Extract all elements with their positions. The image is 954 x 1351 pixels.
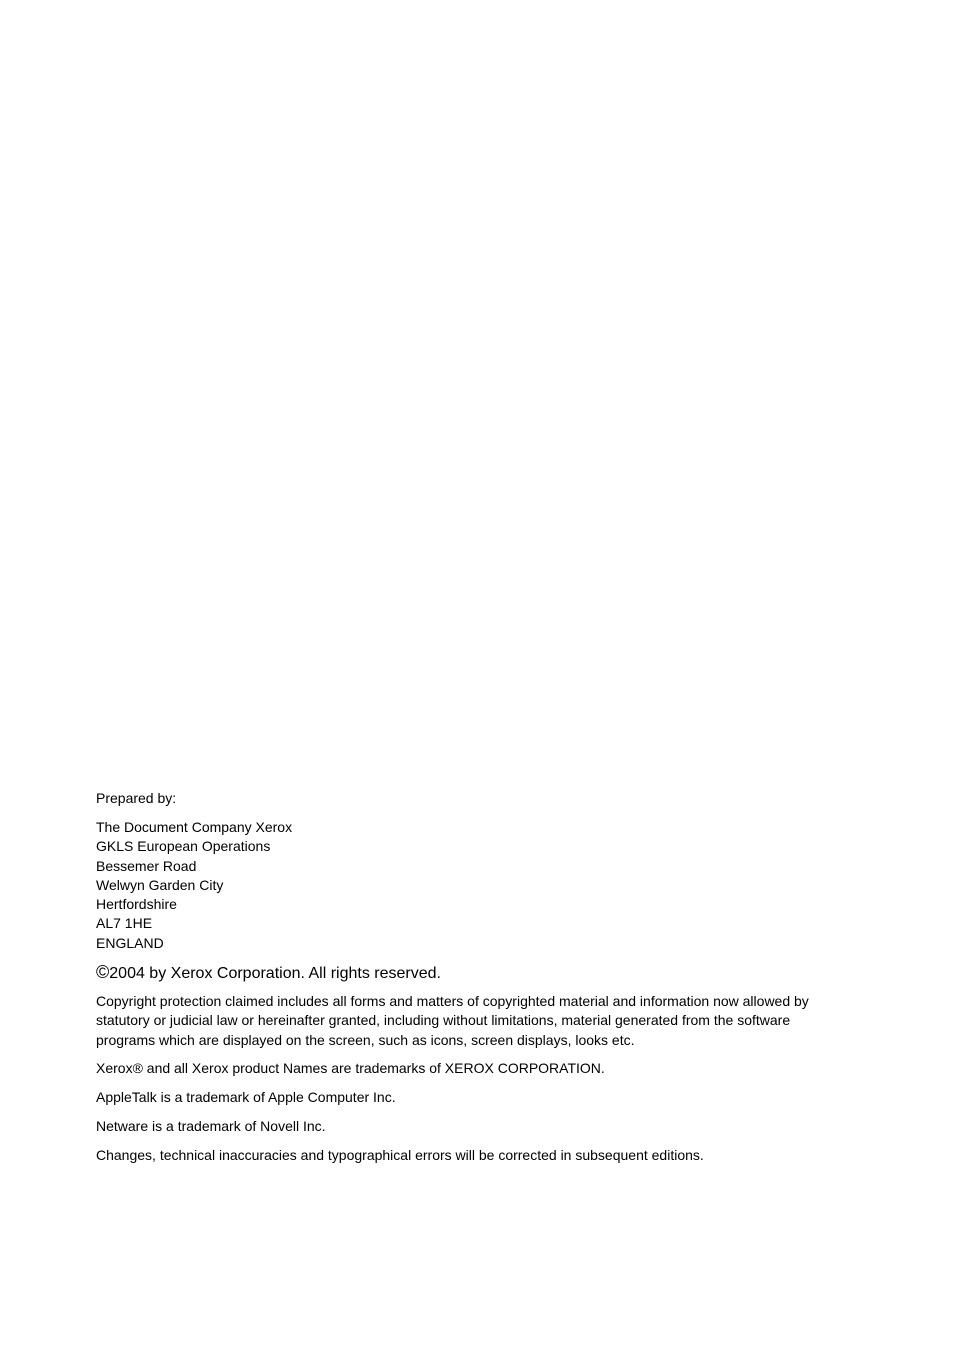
address-line-country: ENGLAND xyxy=(96,934,164,951)
netware-trademark-paragraph: Netware is a trademark of Novell Inc. xyxy=(96,1118,326,1134)
address-line-postcode: AL7 1HE xyxy=(96,915,153,932)
copyright-symbol: © xyxy=(96,962,110,982)
address-block xyxy=(96,818,836,953)
copyright-text: 2004 by Xerox Corporation. All rights reserved. xyxy=(109,965,441,982)
address-line-street: Bessemer Road xyxy=(96,857,197,874)
appletalk-trademark-paragraph: AppleTalk is a trademark of Apple Computer Inc. xyxy=(96,1089,396,1105)
copyright-protection-paragraph: Copyright protection claimed includes all forms and matters of copyrighted material and information now allowed by statutory or judicial law or hereinafter granted, including without limitations, material generated from the software programs which are displayed on the screen, such as icons, screen displays, looks etc. xyxy=(96,993,809,1048)
prepared-by-label: Prepared by: xyxy=(96,790,177,806)
changes-notice-paragraph: Changes, technical inaccuracies and typographical errors will be corrected in subsequent editions. xyxy=(96,1147,704,1163)
xerox-trademark-paragraph: Xerox® and all Xerox product Names are trademarks of XEROX CORPORATION. xyxy=(96,1060,605,1076)
address-line-department: GKLS European Operations xyxy=(96,838,271,855)
copyright-line xyxy=(96,962,836,984)
address-line-county: Hertfordshire xyxy=(96,896,177,913)
address-line-company: The Document Company Xerox xyxy=(96,819,293,835)
address-line-city: Welwyn Garden City xyxy=(96,876,224,893)
